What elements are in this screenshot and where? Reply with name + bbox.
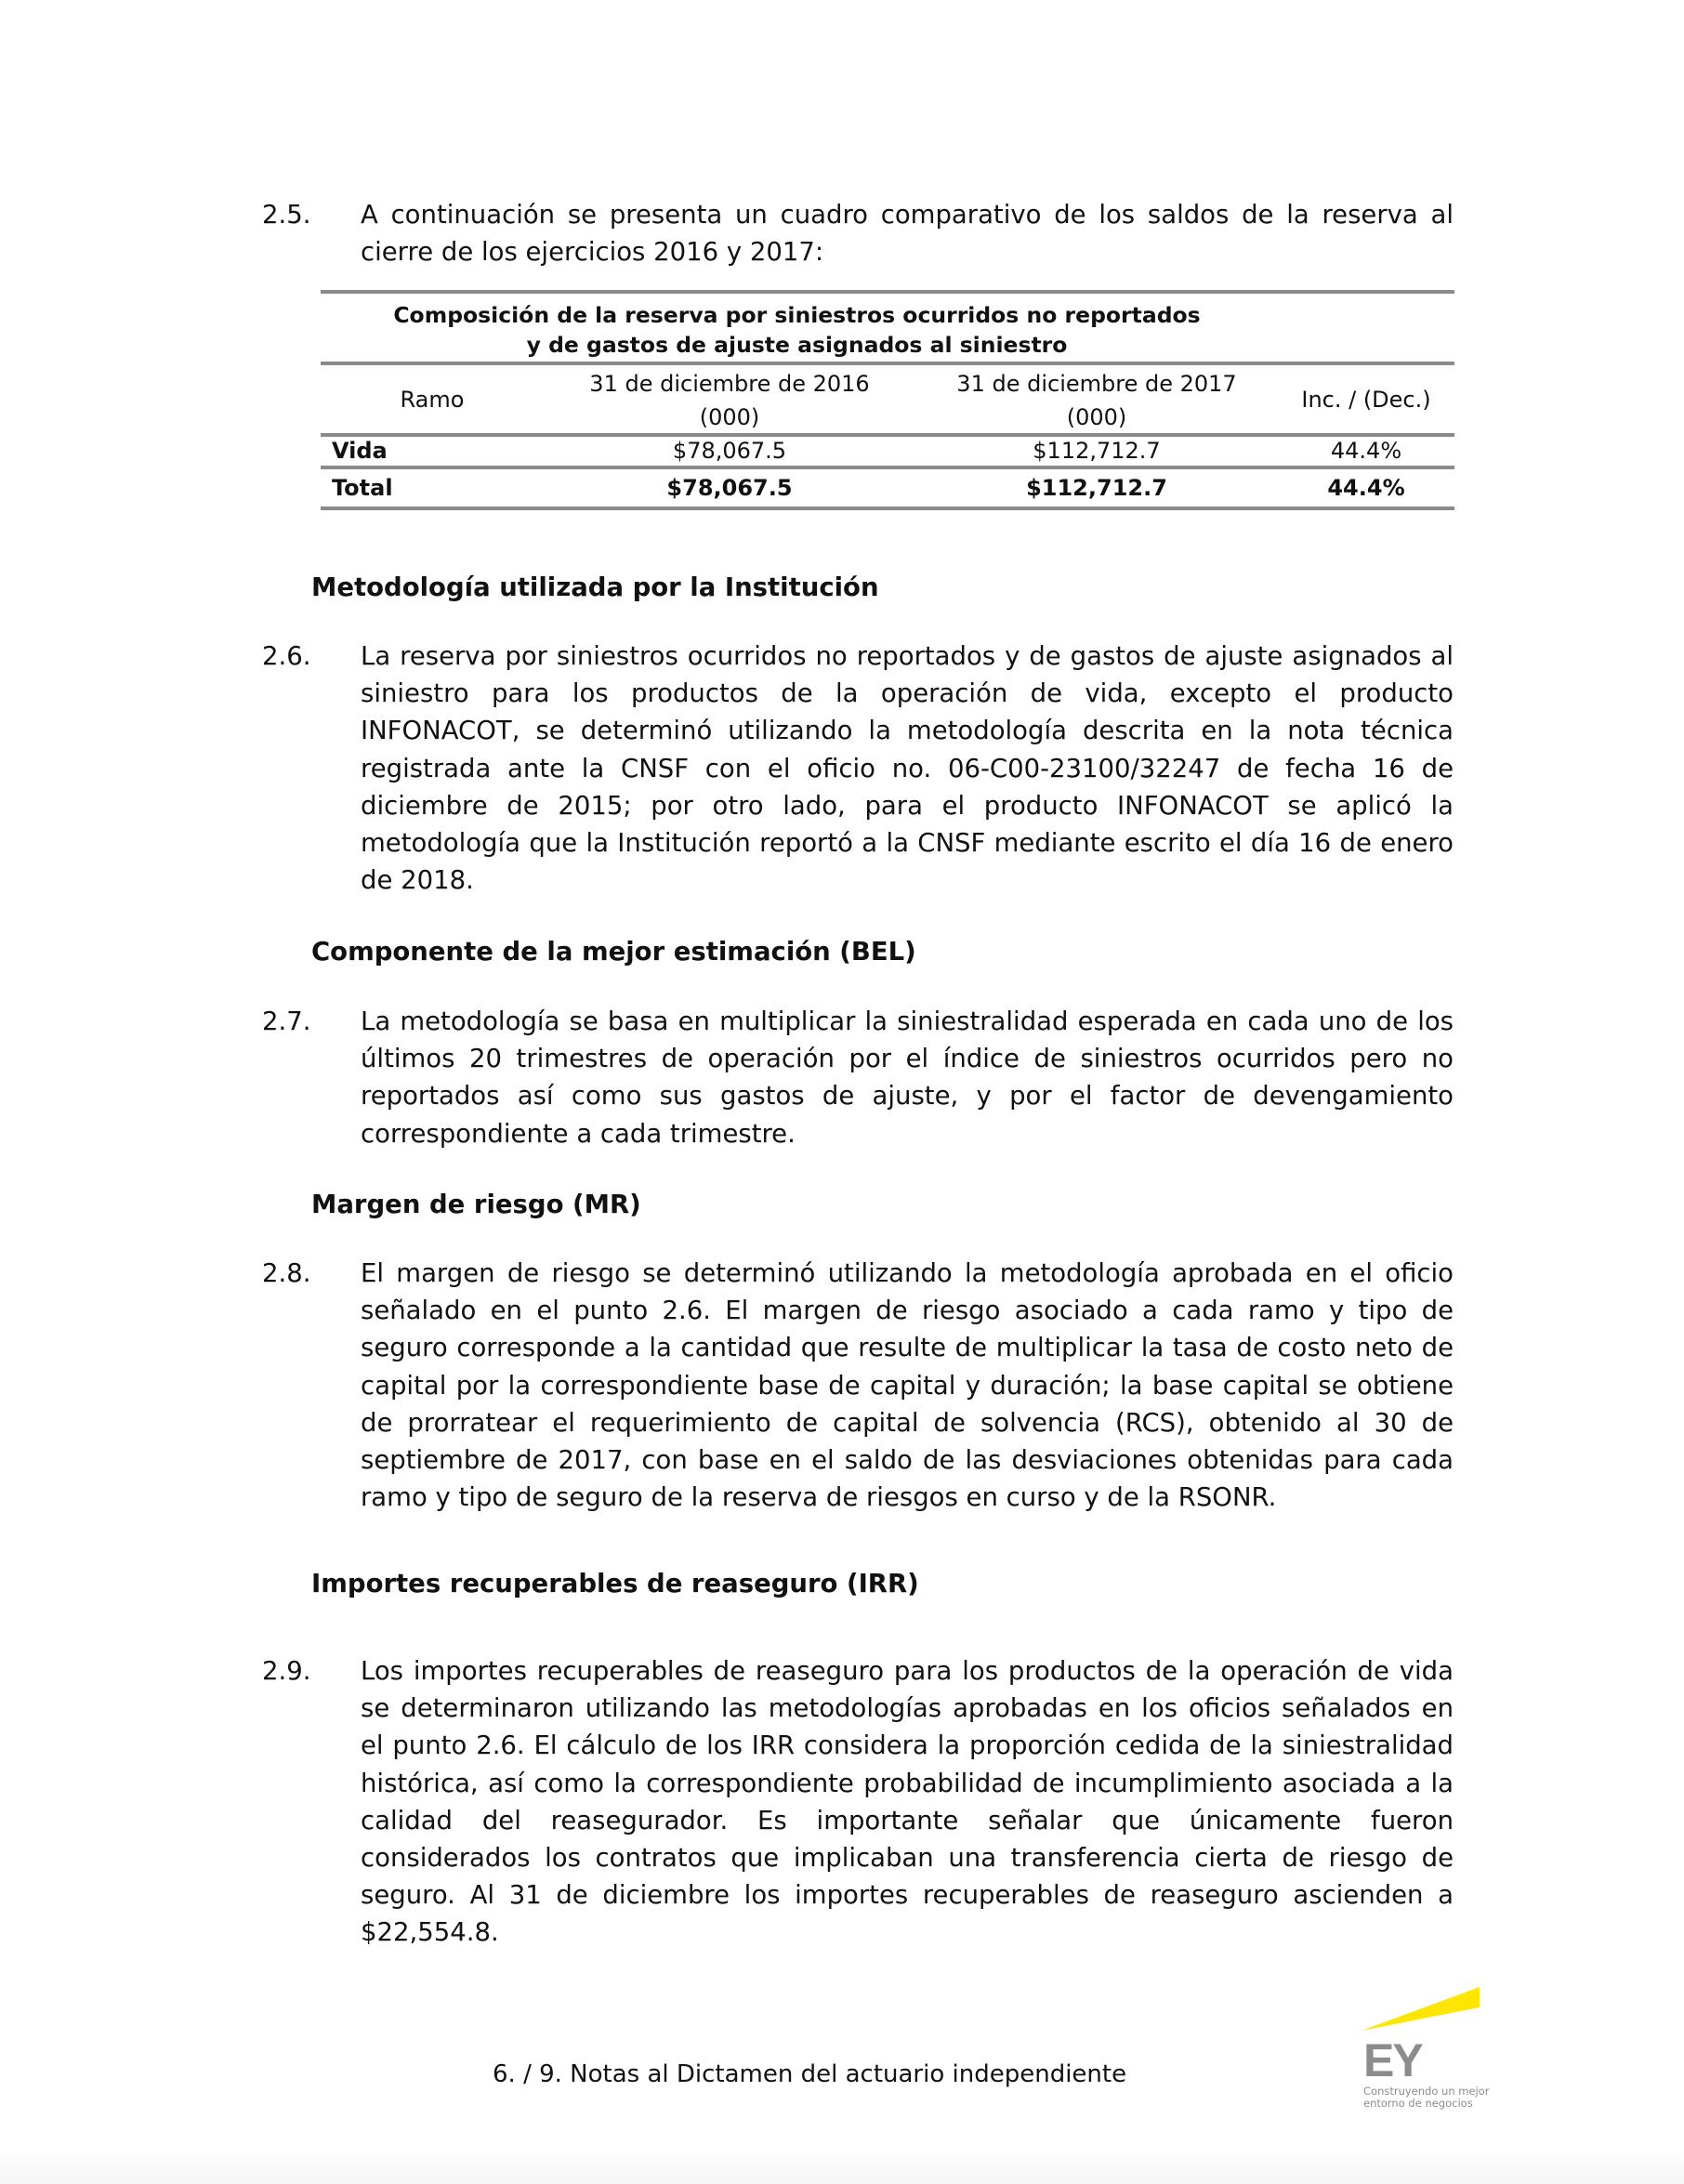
ey-tagline-line1: Construyendo un mejor [1363, 2085, 1490, 2098]
paragraph-2-9 [262, 1652, 1454, 1952]
header-2016-units: (000) [699, 404, 760, 430]
section-heading-mr: Margen de riesgo (MR) [311, 1190, 641, 1219]
page-bottom-edge [0, 2147, 1684, 2184]
paragraph-number: 2.9. [262, 1656, 311, 1686]
section-heading-bel: Componente de la mejor estimación (BEL) [311, 937, 916, 967]
paragraph-number: 2.5. [262, 200, 311, 230]
ey-tagline [1363, 2085, 1490, 2110]
reserve-comparison-table [321, 290, 1454, 510]
paragraph-2-5 [262, 196, 1454, 270]
cell-2017: $112,712.7 [1033, 438, 1161, 464]
paragraph-text: A continuación se presenta un cuadro comparativo de los saldos de la reserva al cierre de los ejercicios 2016 y 2017: [361, 200, 1454, 268]
header-ramo: Ramo [400, 386, 465, 413]
paragraph-text: El margen de riesgo se determinó utilizando la metodología aprobada en el oficio señalado en el punto 2.6. El margen de riesgo asociado a cada ramo y tipo de seguro corresponde a la cantidad que resulte de multiplicar la tasa de costo neto de capital por la correspondiente base de capital y duración; la base capital se obtiene de prorratear el requerimiento de capital de solvencia (RCS), obtenido al 30 de septiembre de 2017, con base en el saldo de las desviaciones obtenidas para cada ramo y tipo de seguro de la reserva de riesgos en curso y de la RSONR. [361, 1258, 1454, 1513]
cell-change: 44.4% [1327, 475, 1405, 501]
header-2017-units: (000) [1066, 404, 1127, 430]
paragraph-2-7 [262, 1003, 1454, 1152]
paragraph-2-8 [262, 1255, 1454, 1516]
table-title-line2: y de gastos de ajuste asignados al siniestro [526, 332, 1068, 358]
table-title [321, 294, 1273, 362]
paragraph-text: La metodología se basa en multiplicar la siniestralidad esperada en cada uno de los últimos 20 trimestres de operación por el índice de siniestros ocurridos pero no reportados así como sus gastos de ajuste, y por el factor de devengamiento correspondiente a cada trimestre. [361, 1006, 1454, 1149]
cell-2017: $112,712.7 [1026, 475, 1167, 501]
header-2017 [915, 365, 1278, 433]
table-row [321, 437, 1454, 466]
cell-2016: $78,067.5 [672, 438, 787, 464]
cell-ramo: Total [332, 475, 393, 501]
header-2016 [544, 365, 915, 433]
ey-beam-icon [1362, 1980, 1482, 2035]
table-row-total [321, 469, 1454, 507]
section-heading-irr: Importes recuperables de reaseguro (IRR) [311, 1569, 919, 1599]
footer-page-label: 6. / 9. Notas al Dictamen del actuario independiente [493, 2060, 1127, 2088]
ey-tagline-line2: entorno de negocios [1363, 2097, 1473, 2110]
paragraph-number: 2.7. [262, 1006, 311, 1036]
paragraph-text: La reserva por siniestros ocurridos no reportados y de gastos de ajuste asignados al siniestro para los productos de la operación de vida, excepto el producto INFONACOT, se determinó utilizando la metodología descrita en la nota técnica registrada ante la CNSF con el oficio no. 06-C00-23100/32247 de fecha 16 de diciembre de 2015; por otro lado, para el producto INFONACOT se aplicó la metodología que la Institución reportó a la CNSF mediante escrito el día 16 de enero de 2018. [361, 641, 1454, 896]
header-2017-date: 31 de diciembre de 2017 [956, 371, 1237, 397]
table-title-line1: Composición de la reserva por siniestros ocurridos no reportados [393, 302, 1201, 328]
table-header-row [321, 365, 1454, 433]
table-bottom-rule [321, 507, 1454, 510]
paragraph-text: Los importes recuperables de reaseguro para los productos de la operación de vida se determinaron utilizando las metodologías aprobadas en los oficios señalados en el punto 2.6. El cálculo de los IRR considera la proporción cedida de la siniestralidad histórica, así como la correspondiente probabilidad de incumplimiento asociada a la calidad del reasegurador. Es importante señalar que únicamente fueron considerados los contratos que implicaban una transferencia cierta de riesgo de seguro. Al 31 de diciembre los importes recuperables de reaseguro ascienden a $22,554.8. [361, 1656, 1454, 1948]
header-change: Inc. / (Dec.) [1301, 386, 1431, 413]
cell-ramo: Vida [332, 438, 388, 464]
ey-logo-icon [1362, 1980, 1510, 2119]
paragraph-2-6 [262, 638, 1454, 899]
cell-change: 44.4% [1330, 438, 1402, 464]
cell-2016: $78,067.5 [666, 475, 793, 501]
header-2016-date: 31 de diciembre de 2016 [589, 371, 870, 397]
paragraph-number: 2.8. [262, 1258, 311, 1288]
ey-letters: EY [1363, 2034, 1422, 2086]
section-heading-metodologia: Metodología utilizada por la Institución [311, 572, 879, 602]
paragraph-number: 2.6. [262, 641, 311, 671]
